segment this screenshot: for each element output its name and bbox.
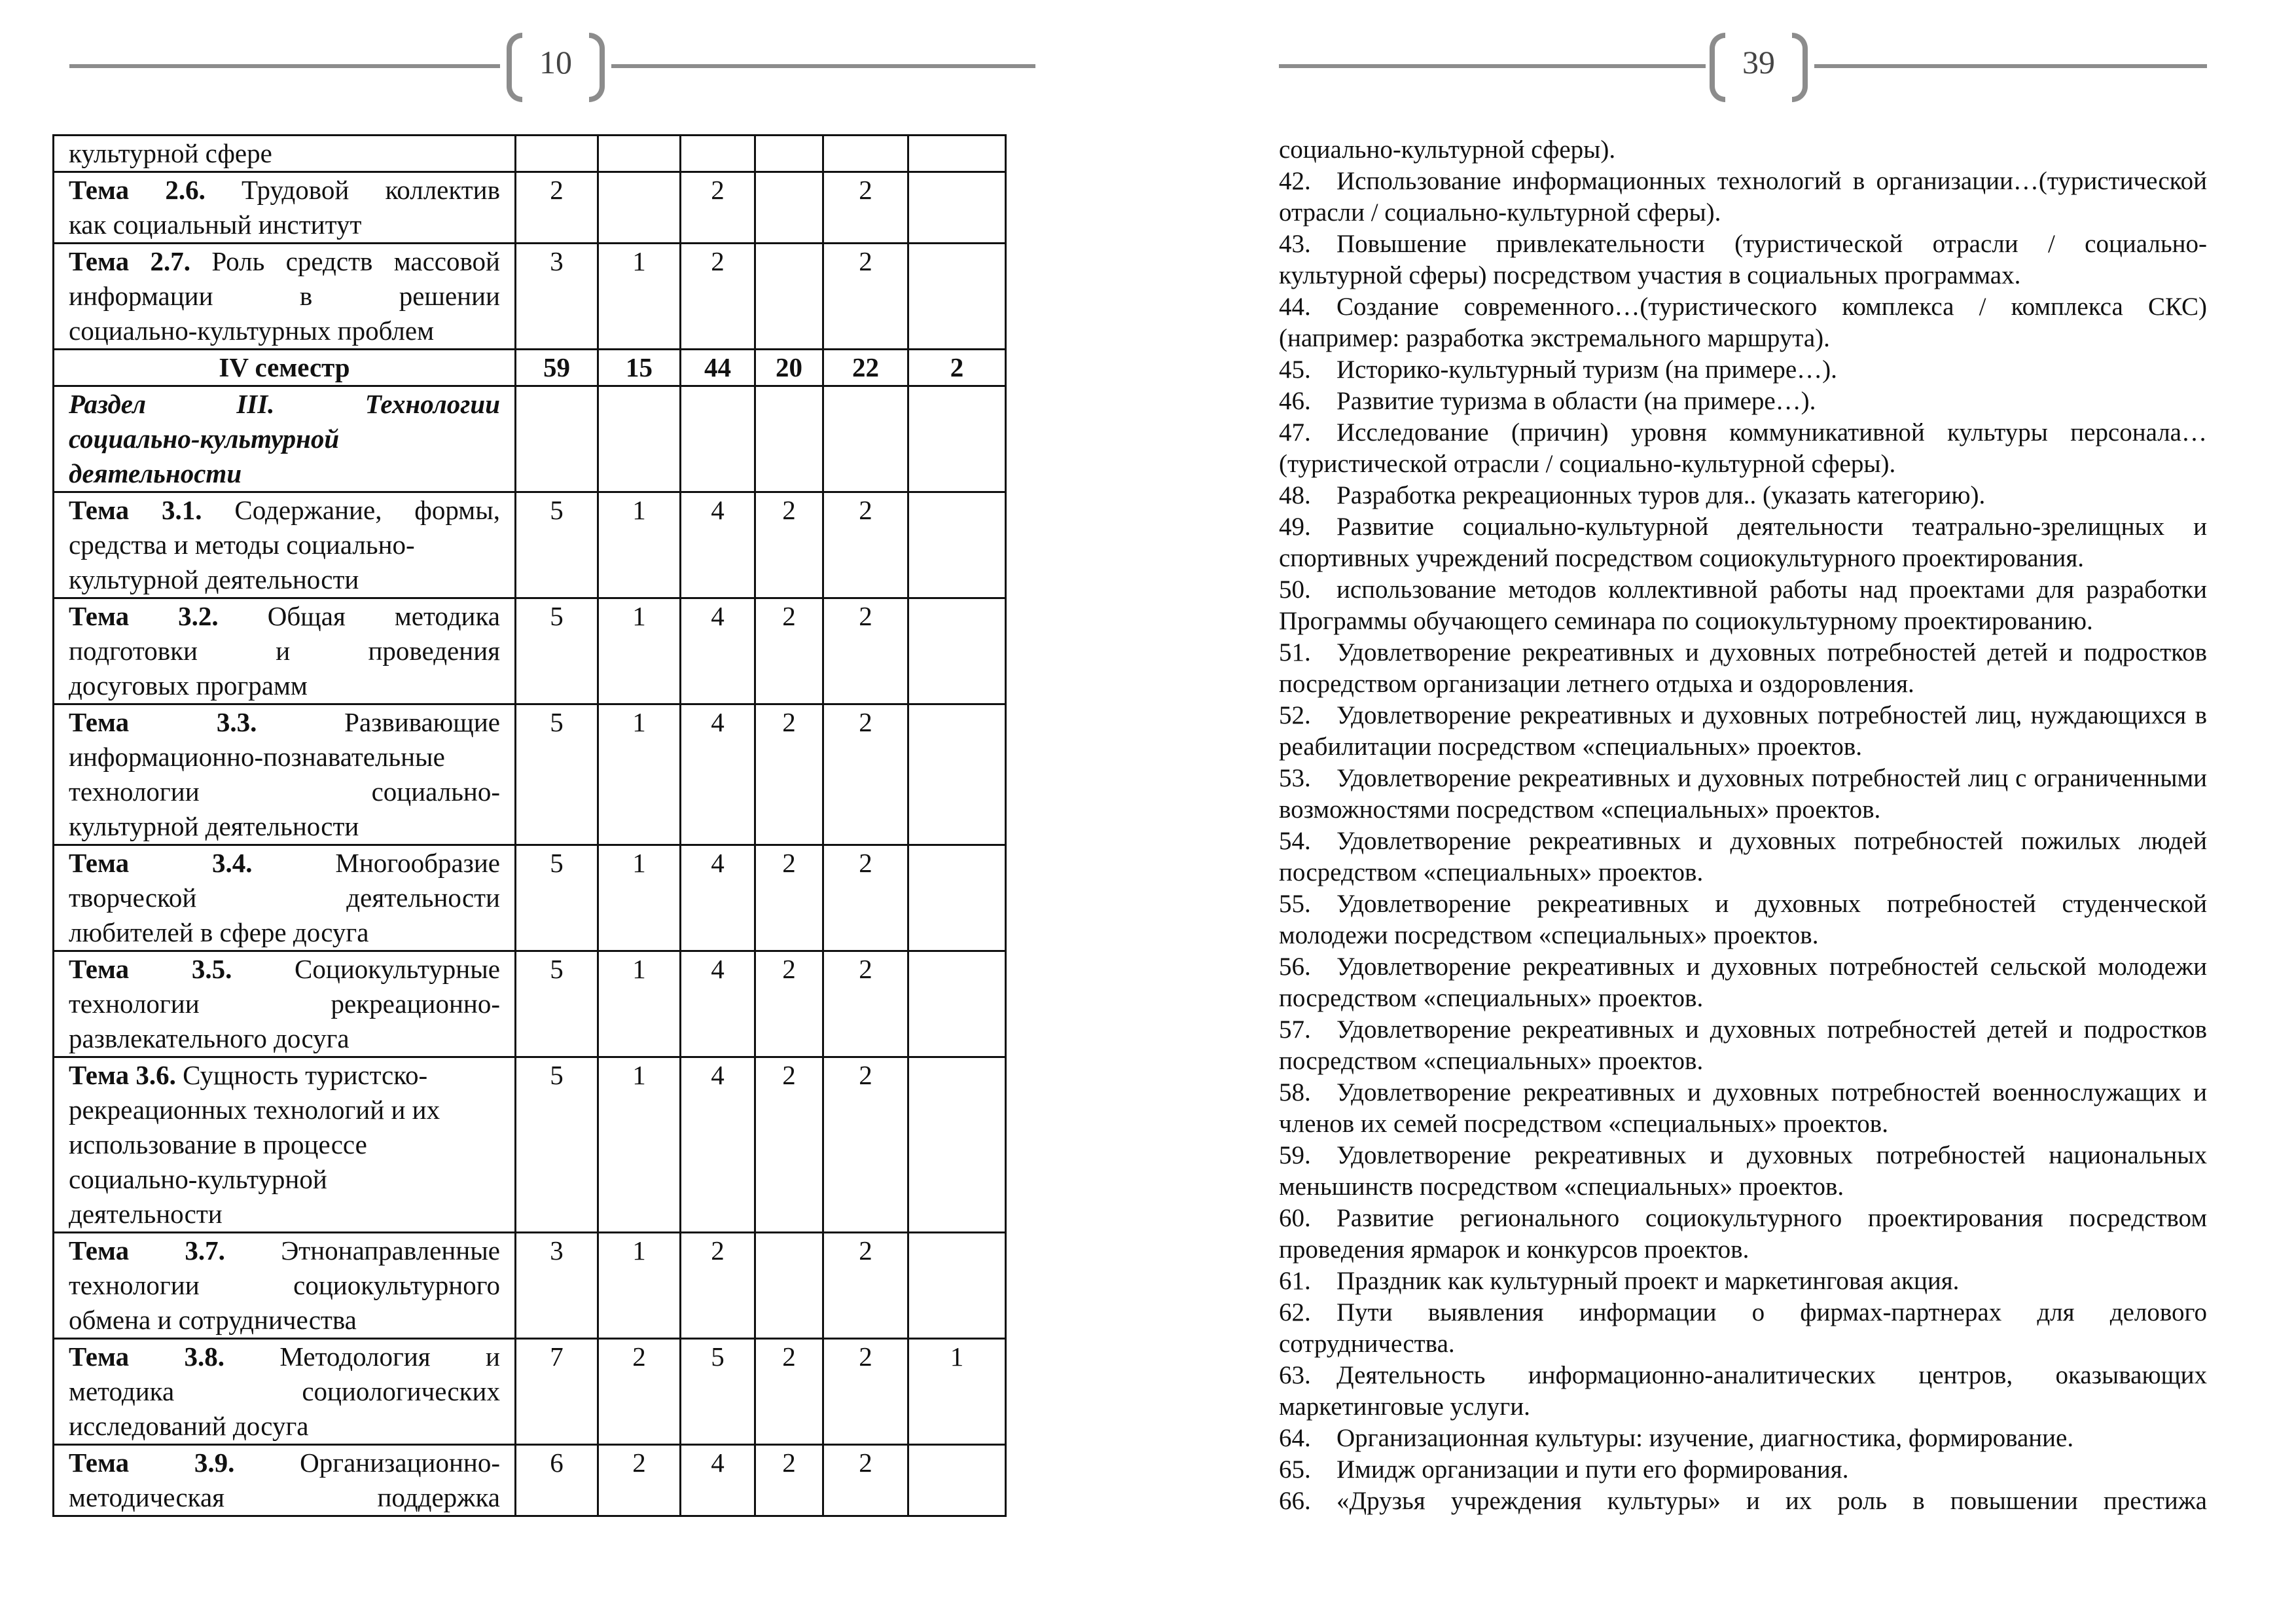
list-item-number: 64. <box>1279 1424 1311 1452</box>
topic-cell <box>54 136 516 172</box>
hours-cell: 2 <box>823 951 908 1057</box>
hours-cell: 20 <box>755 350 823 386</box>
topic-line <box>69 846 500 881</box>
list-item-number: 44. <box>1279 293 1311 321</box>
hours-cell <box>598 136 681 172</box>
topic-text: Сущность туристско- <box>175 1060 428 1090</box>
hours-cell: 2 <box>823 492 908 598</box>
topic-number: Тема 3.8. <box>69 1341 225 1372</box>
topic-text: Общая методика <box>218 601 500 631</box>
table-row <box>54 598 1006 704</box>
header-rule-left <box>1279 64 1706 68</box>
list-item-text: Удовлетворение рекреативных и духовных потребностей сельской молодежи посредством «специальных» проектов. <box>1279 953 2207 1012</box>
topic-text: Развивающие <box>257 707 500 737</box>
topic-text: Социокультурные <box>232 954 500 984</box>
hours-cell: 1 <box>908 1339 1006 1445</box>
hours-cell: 3 <box>516 1233 598 1339</box>
topic-line <box>69 493 500 528</box>
list-item-text: Удовлетворение рекреативных и духовных потребностей лиц с ограниченными возможностями посредством «специальных» проектов. <box>1279 764 2207 824</box>
list-item <box>1279 700 2207 763</box>
hours-cell <box>908 598 1006 704</box>
list-item-number: 42. <box>1279 167 1311 195</box>
list-item-number: 48. <box>1279 481 1311 509</box>
hours-cell <box>908 1057 1006 1233</box>
hours-cell: 2 <box>823 1057 908 1233</box>
list-item-number: 65. <box>1279 1455 1311 1484</box>
hours-cell: 5 <box>516 951 598 1057</box>
header-rule-right <box>1814 64 2207 68</box>
list-item-number: 53. <box>1279 764 1311 792</box>
topic-line <box>69 1127 500 1162</box>
topic-line <box>69 705 500 740</box>
topic-cell <box>54 704 516 845</box>
page-number: 39 <box>1742 44 1775 81</box>
list-item-number: 55. <box>1279 890 1311 918</box>
list-item-number: 57. <box>1279 1015 1311 1044</box>
topic-cell <box>54 386 516 492</box>
topic-line <box>69 952 500 987</box>
hours-cell <box>908 704 1006 845</box>
list-item-text: «Друзья учреждения культуры» и их роль в повышении престижа <box>1336 1487 2207 1515</box>
hours-cell: 1 <box>598 1233 681 1339</box>
topic-line <box>69 599 500 634</box>
hours-cell: 2 <box>681 244 755 350</box>
list-item <box>1279 1454 2207 1486</box>
list-item-text: Использование информационных технологий в организации…(туристической отрасли / социально-культурной сферы). <box>1279 167 2207 227</box>
list-item-text: Удовлетворение рекреативных и духовных потребностей детей и подростков посредством «специальных» проектов. <box>1279 1015 2207 1075</box>
page-number: 10 <box>539 44 572 81</box>
hours-cell: 4 <box>681 951 755 1057</box>
hours-cell <box>598 386 681 492</box>
topic-text: творческой деятельности <box>69 883 500 913</box>
hours-cell <box>516 386 598 492</box>
topic-line <box>69 915 500 950</box>
list-item-number: 54. <box>1279 827 1311 855</box>
hours-cell <box>823 136 908 172</box>
list-item <box>1279 1203 2207 1266</box>
hours-cell: 4 <box>681 492 755 598</box>
hours-cell: 1 <box>598 1057 681 1233</box>
topic-number: Тема 3.6. <box>69 1060 176 1090</box>
list-item <box>1279 480 2207 511</box>
topic-line <box>69 1058 500 1093</box>
table-row <box>54 845 1006 951</box>
hours-cell: 2 <box>755 598 823 704</box>
list-item-number: 63. <box>1279 1361 1311 1389</box>
hours-cell: 5 <box>516 598 598 704</box>
topic-text: использование в процессе <box>69 1129 367 1159</box>
section-title-line <box>69 422 500 456</box>
list-item-text: Создание современного…(туристического комплекса / комплекса СКС) (например: разработка экстремального маршрута). <box>1279 293 2207 352</box>
table-row <box>54 1233 1006 1339</box>
list-item-text: Историко-культурный туризм (на примере…). <box>1336 356 1837 384</box>
topic-text: социально-культурной <box>69 424 340 454</box>
topic-text: деятельности <box>69 1199 223 1229</box>
topic-text: исследований досуга <box>69 1411 309 1441</box>
right-page <box>1148 0 2296 1623</box>
table-row <box>54 136 1006 172</box>
topic-cell <box>54 1339 516 1445</box>
topic-text: социально-культурной <box>69 1164 327 1194</box>
list-item <box>1279 134 2207 166</box>
list-item-number: 60. <box>1279 1204 1311 1232</box>
hours-cell: 5 <box>516 492 598 598</box>
list-item-number: 59. <box>1279 1141 1311 1169</box>
topic-text: Многообразие <box>252 848 500 878</box>
topic-cell <box>54 244 516 350</box>
topic-cell <box>54 951 516 1057</box>
list-item <box>1279 228 2207 291</box>
list-item-text: Развитие социально-культурной деятельности театрально-зрелищных и спортивных учреждений посредством социокультурного проектирования. <box>1279 513 2207 572</box>
topic-text: информации в решении <box>69 281 500 311</box>
topic-line <box>69 1162 500 1197</box>
list-item-number: 43. <box>1279 230 1311 258</box>
hours-cell: 4 <box>681 845 755 951</box>
list-item <box>1279 166 2207 228</box>
table-row <box>54 492 1006 598</box>
topic-text: культурной деятельности <box>69 564 359 594</box>
list-item <box>1279 354 2207 386</box>
hours-cell: 2 <box>908 350 1006 386</box>
table-row <box>54 244 1006 350</box>
list-item-text: Исследование (причин) уровня коммуникативной культуры персонала…(туристической отрасли / социально-культурной сферы). <box>1279 418 2207 478</box>
list-item-text: социально-культурной сферы). <box>1279 136 1616 164</box>
hours-cell <box>908 244 1006 350</box>
list-item-text: Удовлетворение рекреативных и духовных потребностей национальных меньшинств посредством «специальных» проектов. <box>1279 1141 2207 1201</box>
hours-cell <box>908 492 1006 598</box>
hours-cell: 2 <box>755 845 823 951</box>
table-row <box>54 1445 1006 1516</box>
hours-cell: 2 <box>823 172 908 244</box>
hours-cell: 2 <box>598 1339 681 1445</box>
list-item-number: 52. <box>1279 701 1311 729</box>
topic-text: методическая поддержка <box>69 1482 500 1512</box>
list-item-number: 45. <box>1279 356 1311 384</box>
topic-text: Содержание, формы, <box>202 495 500 525</box>
topic-line <box>69 136 500 171</box>
topic-number: Тема 3.4. <box>69 848 253 878</box>
hours-cell: 6 <box>516 1445 598 1516</box>
header-rule-left <box>69 64 500 68</box>
hours-cell: 4 <box>681 598 755 704</box>
topic-text: любителей в сфере досуга <box>69 917 369 947</box>
hours-cell: 2 <box>823 1339 908 1445</box>
list-item-text: Удовлетворение рекреативных и духовных потребностей пожилых людей посредством «специальных» проектов. <box>1279 827 2207 886</box>
topic-cell <box>54 845 516 951</box>
topic-line <box>69 1409 500 1444</box>
hours-cell: 2 <box>823 244 908 350</box>
hours-cell <box>598 172 681 244</box>
topic-cell <box>54 1233 516 1339</box>
topic-line <box>69 1446 500 1480</box>
hours-cell <box>755 136 823 172</box>
page-number-frame <box>507 31 605 100</box>
hours-cell <box>908 845 1006 951</box>
list-item <box>1279 951 2207 1014</box>
hours-cell <box>908 1233 1006 1339</box>
hours-cell: 2 <box>755 1445 823 1516</box>
topic-text: методика социологических <box>69 1376 500 1406</box>
list-item <box>1279 1077 2207 1140</box>
topic-line <box>69 244 500 279</box>
topic-line <box>69 809 500 844</box>
topic-text: культурной сфере <box>69 138 272 168</box>
topic-text: технологии рекреационно- <box>69 989 500 1019</box>
list-item <box>1279 763 2207 826</box>
topic-text: подготовки и проведения <box>69 636 500 666</box>
list-item-text: Разработка рекреационных туров для.. (указать категорию). <box>1336 481 1986 509</box>
topic-text: Роль средств массовой <box>190 246 500 276</box>
hours-cell: 1 <box>598 951 681 1057</box>
list-item-text: использование методов коллективной работы над проектами для разработки Программы обучающего семинара по социокультурному проектированию. <box>1279 575 2207 635</box>
hours-cell: 2 <box>823 845 908 951</box>
list-item <box>1279 574 2207 637</box>
topic-number: Тема 2.6. <box>69 175 206 205</box>
topic-line <box>69 314 500 348</box>
list-item-number: 66. <box>1279 1487 1311 1515</box>
list-item <box>1279 511 2207 574</box>
topic-line <box>69 775 500 809</box>
list-item-number: 58. <box>1279 1078 1311 1106</box>
list-item-number: 47. <box>1279 418 1311 447</box>
list-item-text: Праздник как культурный проект и маркетинговая акция. <box>1336 1267 1960 1295</box>
topic-list <box>1279 134 2207 1517</box>
list-item <box>1279 1297 2207 1360</box>
list-item-number: 62. <box>1279 1298 1311 1326</box>
hours-cell <box>755 172 823 244</box>
hours-cell: 1 <box>598 492 681 598</box>
list-item-text: Пути выявления информации о фирмах-партнерах для делового сотрудничества. <box>1279 1298 2207 1358</box>
topic-line <box>69 1197 500 1231</box>
hours-cell: 22 <box>823 350 908 386</box>
hours-cell: 5 <box>516 704 598 845</box>
list-item <box>1279 637 2207 700</box>
hours-cell <box>823 386 908 492</box>
topic-line <box>69 1340 500 1374</box>
topic-line <box>69 1093 500 1127</box>
list-item <box>1279 1266 2207 1297</box>
list-item-number: 50. <box>1279 575 1311 604</box>
hours-cell: 1 <box>598 598 681 704</box>
hours-cell <box>516 136 598 172</box>
topic-cell <box>54 1445 516 1516</box>
hours-cell <box>908 1445 1006 1516</box>
topic-line <box>69 1374 500 1409</box>
hours-cell: 3 <box>516 244 598 350</box>
hours-cell: 2 <box>823 1445 908 1516</box>
topic-number: Тема 3.5. <box>69 954 232 984</box>
topic-line <box>69 208 500 242</box>
list-item <box>1279 1486 2207 1517</box>
hours-cell <box>755 244 823 350</box>
list-item <box>1279 417 2207 480</box>
topic-cell <box>54 598 516 704</box>
semester-heading: IV семестр <box>219 352 350 382</box>
hours-cell: 2 <box>823 704 908 845</box>
topic-line <box>69 1480 500 1515</box>
list-item-text: Деятельность информационно-аналитических центров, оказывающих маркетинговые услуги. <box>1279 1361 2207 1421</box>
hours-cell: 1 <box>598 704 681 845</box>
topic-text: информационно-познавательные <box>69 742 445 772</box>
hours-cell: 59 <box>516 350 598 386</box>
table-row <box>54 172 1006 244</box>
topic-text: Этнонаправленные <box>224 1235 500 1266</box>
hours-cell: 1 <box>598 845 681 951</box>
topic-line <box>69 987 500 1021</box>
hours-cell <box>908 136 1006 172</box>
topic-text: Методология и <box>224 1341 500 1372</box>
topic-cell <box>54 492 516 598</box>
list-item <box>1279 1360 2207 1423</box>
page-number-frame <box>1710 31 1808 100</box>
hours-cell <box>681 136 755 172</box>
hours-cell: 4 <box>681 1445 755 1516</box>
topic-line <box>69 528 500 562</box>
topic-text: как социальный институт <box>69 210 362 240</box>
topic-text: Трудовой коллектив <box>205 175 500 205</box>
topic-number: Тема 3.1. <box>69 495 202 525</box>
hours-cell: 2 <box>755 951 823 1057</box>
topic-line <box>69 634 500 668</box>
topic-number: Тема 3.9. <box>69 1448 235 1478</box>
topic-line <box>69 562 500 597</box>
list-item <box>1279 1423 2207 1454</box>
topic-text: развлекательного досуга <box>69 1023 350 1053</box>
topic-cell <box>54 350 516 386</box>
table-row <box>54 350 1006 386</box>
topic-text: средства и методы социально- <box>69 530 415 560</box>
hours-cell: 2 <box>681 1233 755 1339</box>
list-item <box>1279 888 2207 951</box>
topic-cell <box>54 172 516 244</box>
list-item-text: Организационная культуры: изучение, диагностика, формирование. <box>1336 1424 2074 1452</box>
table-row <box>54 951 1006 1057</box>
list-item-number: 56. <box>1279 953 1311 981</box>
list-item-text: Удовлетворение рекреативных и духовных потребностей студенческой молодежи посредством «специальных» проектов. <box>1279 890 2207 949</box>
hours-cell <box>908 172 1006 244</box>
hours-cell: 2 <box>755 704 823 845</box>
hours-cell: 2 <box>823 598 908 704</box>
topic-number: Тема 2.7. <box>69 246 191 276</box>
hours-cell <box>755 386 823 492</box>
hours-cell: 4 <box>681 704 755 845</box>
list-item-text: Удовлетворение рекреативных и духовных потребностей лиц, нуждающихся в реабилитации посредством «специальных» проектов. <box>1279 701 2207 761</box>
list-item-number: 61. <box>1279 1267 1311 1295</box>
list-item-text: Развитие туризма в области (на примере…). <box>1336 387 1816 415</box>
list-item-number: 51. <box>1279 638 1311 666</box>
list-item-text: Развитие регионального социокультурного проектирования посредством проведения ярмарок и конкурсов проектов. <box>1279 1204 2207 1264</box>
topic-line <box>69 1303 500 1338</box>
hours-cell: 5 <box>516 845 598 951</box>
topic-text: рекреационных технологий и их <box>69 1095 440 1125</box>
hours-cell: 5 <box>516 1057 598 1233</box>
hours-cell <box>755 1233 823 1339</box>
topic-text: Организационно- <box>234 1448 500 1478</box>
topic-line <box>69 881 500 915</box>
hours-cell: 7 <box>516 1339 598 1445</box>
hours-cell: 2 <box>755 492 823 598</box>
topic-number: Тема 3.7. <box>69 1235 225 1266</box>
hours-cell: 2 <box>516 172 598 244</box>
topic-line <box>69 1021 500 1056</box>
hours-cell: 5 <box>681 1339 755 1445</box>
hours-cell: 2 <box>823 1233 908 1339</box>
page-number-header-right <box>1279 31 2207 103</box>
hours-cell: 2 <box>598 1445 681 1516</box>
section-title-line <box>69 387 500 422</box>
table-row <box>54 1057 1006 1233</box>
hours-cell: 2 <box>681 172 755 244</box>
topic-number: Тема 3.3. <box>69 707 257 737</box>
topic-line <box>69 173 500 208</box>
curriculum-table <box>52 134 1007 1517</box>
table-row <box>54 1339 1006 1445</box>
list-item <box>1279 826 2207 888</box>
topic-line <box>69 1268 500 1303</box>
hours-cell <box>908 386 1006 492</box>
hours-cell: 1 <box>598 244 681 350</box>
hours-cell: 2 <box>755 1057 823 1233</box>
topic-cell <box>54 1057 516 1233</box>
topic-text: социально-культурных проблем <box>69 316 435 346</box>
hours-cell: 4 <box>681 1057 755 1233</box>
list-item-text: Повышение привлекательности (туристической отрасли / социально-культурной сферы) посредством участия в социальных программах. <box>1279 230 2207 289</box>
list-item-text: Имидж организации и пути его формирования. <box>1336 1455 1849 1484</box>
list-item <box>1279 386 2207 417</box>
topic-text: обмена и сотрудничества <box>69 1305 357 1335</box>
topic-number: Тема 3.2. <box>69 601 219 631</box>
hours-cell: 2 <box>755 1339 823 1445</box>
list-item <box>1279 1014 2207 1077</box>
topic-line <box>69 1233 500 1268</box>
table-row <box>54 704 1006 845</box>
page-number-header-left <box>69 31 1035 103</box>
topic-text: технологии социокультурного <box>69 1270 500 1300</box>
topic-line <box>69 668 500 703</box>
list-item-text: Удовлетворение рекреативных и духовных потребностей детей и подростков посредством организации летнего отдыха и оздоровления. <box>1279 638 2207 698</box>
topic-text: культурной деятельности <box>69 811 359 841</box>
topic-line <box>69 740 500 775</box>
topic-text: деятельности <box>69 458 242 488</box>
hours-cell <box>681 386 755 492</box>
list-item <box>1279 291 2207 354</box>
table-row <box>54 386 1006 492</box>
topic-text: Раздел III. Технологии <box>69 389 500 419</box>
section-title-line <box>69 456 500 491</box>
hours-cell: 44 <box>681 350 755 386</box>
list-item-number: 49. <box>1279 513 1311 541</box>
list-item-text: Удовлетворение рекреативных и духовных потребностей военнослужащих и членов их семей посредством «специальных» проектов. <box>1279 1078 2207 1138</box>
header-rule-right <box>611 64 1035 68</box>
topic-text: досуговых программ <box>69 670 308 701</box>
topic-line <box>69 279 500 314</box>
hours-cell <box>908 951 1006 1057</box>
hours-cell: 15 <box>598 350 681 386</box>
curriculum-table-body <box>54 136 1006 1516</box>
list-item-number: 46. <box>1279 387 1311 415</box>
list-item <box>1279 1140 2207 1203</box>
topic-text: технологии социально- <box>69 776 500 807</box>
